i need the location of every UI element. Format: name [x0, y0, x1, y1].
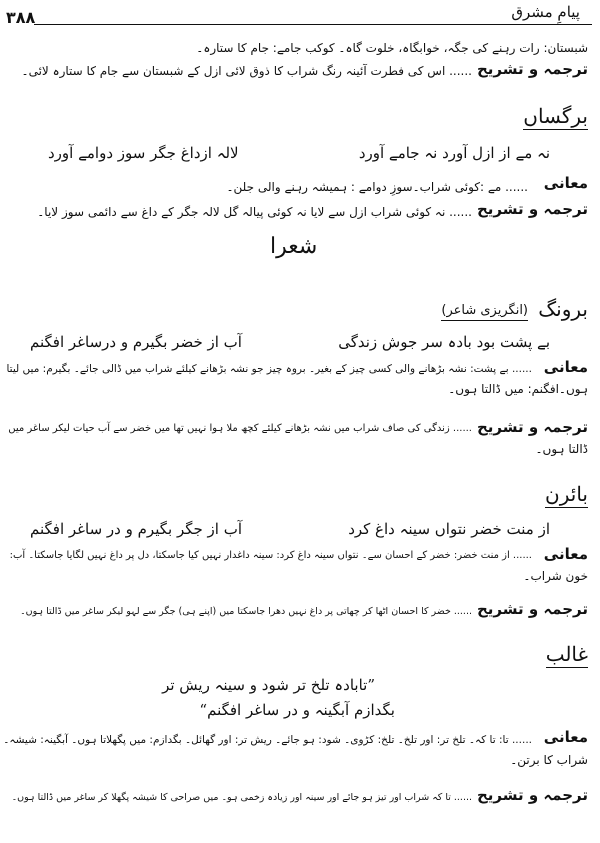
section-title-byron: بائرن: [545, 482, 588, 506]
section-title-browning: برونگ: [538, 297, 588, 321]
meaning-label: معانی: [543, 174, 588, 192]
verse-left: آب از جگر بگیرم و در ساغر افگنم: [30, 520, 243, 538]
section-title-ghalib: غالب: [545, 642, 588, 666]
meaning-text: ...... از منت خضر: خضر کے احسان سے۔ نتواں سینہ داغ کرد: سینہ داغدار نہیں کیا جاسکتا، دل پر داغ نہیں لگایا جاسکتا۔ آب:: [9, 550, 532, 561]
verse-right: نہ مے از ازل آورد نہ جامے آورد: [358, 144, 550, 162]
meaning-text: ...... تا: تا کہ۔ تلخ تر: اور تلخ۔ تلخ: کڑوی۔ شود: ہو جائے۔ ریش تر: اور گھائل۔ بگدازم: میں پگھلاتا ہوں۔ آبگینہ: شیشہ۔: [3, 734, 532, 746]
translation-label: ترجمہ و تشریح: [476, 600, 588, 618]
translation-text: ...... خضر کا احسان اٹھا کر چھاتی پر داغ نہیں دھرا جاسکتا میں (اپنے ہی) جگر سے لہو لیکر ساغر میں ڈالتا ہوں۔: [20, 606, 472, 617]
meaning-text: شراب کا برتن۔: [510, 753, 588, 767]
meaning-text: ...... مے :کوئی شراب۔سوزِ دوامے : ہمیشہ رہنے والی جلن۔: [226, 180, 528, 194]
translation-text: ...... تا کہ شراب اور تیز ہو جائے اور سینہ اور زیادہ زخمی ہو۔ میں صراحی کا شیشہ پگھلا کر ساغر میں ڈالتا ہوں۔: [11, 792, 472, 803]
translation-label: ترجمہ و تشریح: [476, 418, 588, 436]
translation-label: ترجمہ و تشریح: [476, 200, 588, 218]
translation-label: ترجمہ و تشریح: [476, 786, 588, 804]
section-title-bergson: برگساں: [523, 104, 588, 128]
header-rule: [34, 24, 592, 25]
translation-label: ترجمہ و تشریح: [476, 60, 588, 78]
translation-text: ...... اس کی فطرت آئینہ رنگ شراب کا ذوق لائی ازل کے شبستان سے جام کا ستارہ لائی۔: [21, 64, 472, 78]
verse-right: از منت خضر نتواں سینہ داغ کرد: [348, 520, 550, 538]
verse-left: لالہ ازداغ جگر سوز دوامے آورد: [48, 144, 239, 162]
verse-left: آب از خضر بگیرم و درساغر افگنم: [30, 333, 242, 351]
section-subtitle: (انگریزی شاعر): [441, 303, 528, 321]
meaning-text: ...... بے پشت: نشہ بڑھانے والی کسی چیز کے بغیر۔ بروہ چیز جو نشہ بڑھانے کیلئے شراب میں ڈالی جائے۔ بگیرم: میں لیتا: [6, 363, 532, 375]
translation-text: ...... نہ کوئی شراب ازل سے لایا نہ کوئی پیالہ گل لالہ جگر کے داغ سے دائمی سوز لایا۔: [37, 205, 472, 219]
meaning-text: ہوں۔افگنم: میں ڈالتا ہوں۔: [448, 382, 588, 396]
translation-text: ...... زندگی کی صاف شراب میں نشہ بڑھانے کیلئے کچھ ملا ہوا نہیں تھا میں خضر سے آب حیات لیکر ساغر میں: [8, 423, 472, 434]
page-number: ۳۸۸: [6, 8, 36, 27]
glossary-line: شبستان: رات رہنے کی جگہ، خوابگاہ، خلوت گاہ۔ کوکب جامے: جام کا ستارہ۔: [196, 41, 588, 55]
meaning-label: معانی: [543, 545, 588, 563]
verse-right: بے پشت بود بادہ سر جوش زندگی: [338, 333, 550, 351]
header-title: پیامِ مشرق: [511, 3, 580, 21]
meaning-label: معانی: [543, 358, 588, 376]
verse-line-1: ”تابادہ تلخ تر شود و سینہ ریش تر: [162, 676, 375, 694]
translation-text: ڈالتا ہوں۔: [535, 442, 588, 456]
meaning-label: معانی: [543, 728, 588, 746]
meaning-text: خون شراب۔: [523, 569, 588, 583]
shuara-heading: شعرا: [270, 234, 318, 259]
verse-line-2: بگدازم آبگینہ و در ساغر افگنم“: [199, 701, 395, 719]
